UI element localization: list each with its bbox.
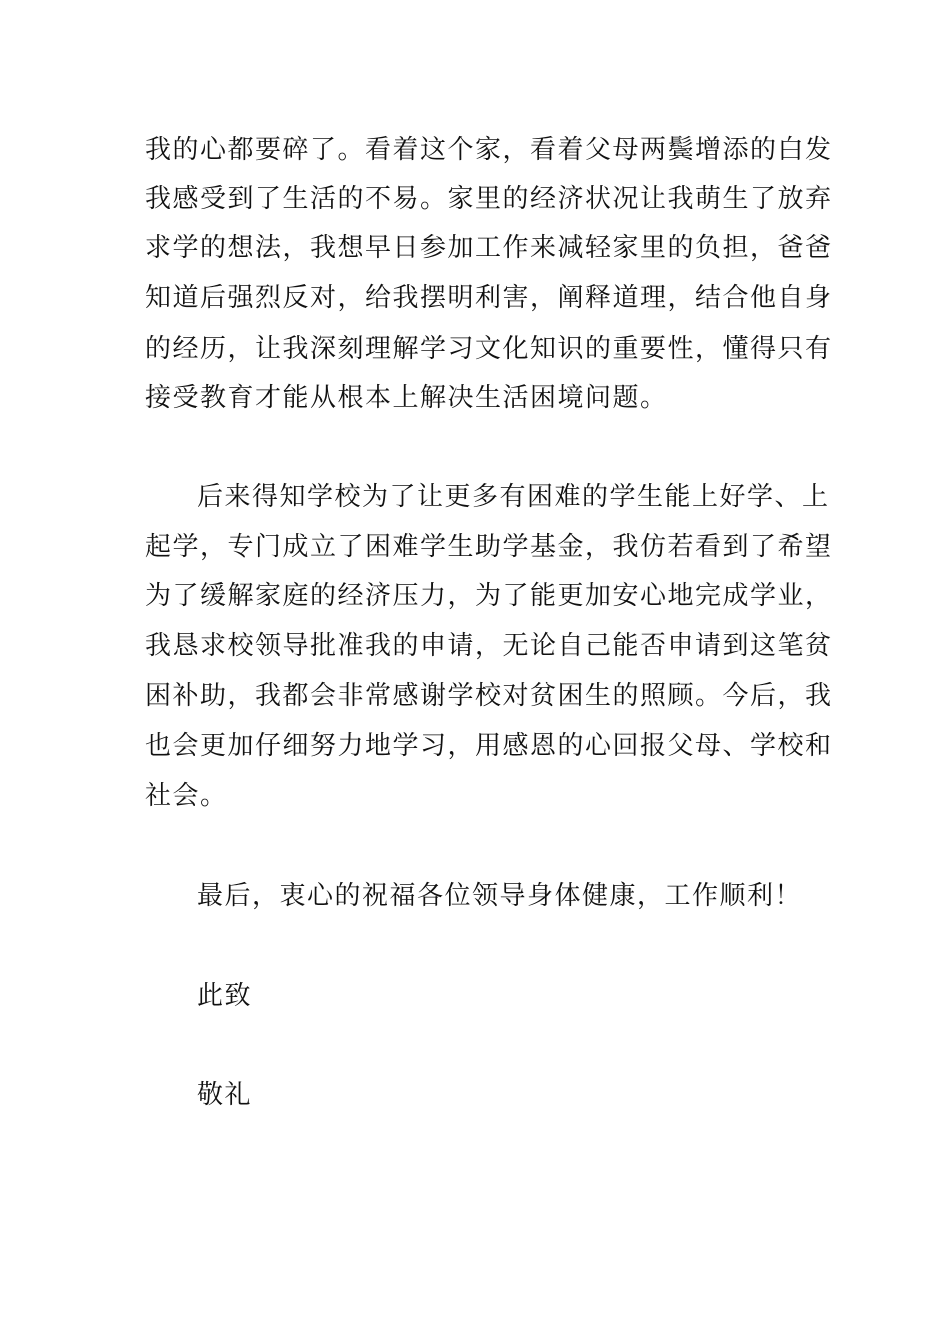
salutation-ci-zhi: 此致 bbox=[197, 981, 253, 1011]
paragraph-line: 也会更加仔细努力地学习，用感恩的心回报父母、学校和 bbox=[145, 731, 833, 761]
paragraph-line: 后来得知学校为了让更多有困难的学生能上好学、上 bbox=[197, 482, 830, 512]
paragraph-line: 困补助，我都会非常感谢学校对贫困生的照顾。今后，我 bbox=[145, 681, 833, 711]
paragraph-line: 我的心都要碎了。看着这个家，看着父母两鬓增添的白发 bbox=[145, 135, 833, 165]
paragraph-line: 的经历，让我深刻理解学习文化知识的重要性，懂得只有 bbox=[145, 334, 833, 364]
salutation-jing-li: 敬礼 bbox=[197, 1080, 253, 1110]
paragraph-line: 起学，专门成立了困难学生助学基金，我仿若看到了希望 bbox=[145, 532, 833, 562]
paragraph-line: 我恳求校领导批准我的申请，无论自己能否申请到这笔贫 bbox=[145, 631, 833, 661]
paragraph-line: 为了缓解家庭的经济压力，为了能更加安心地完成学业， bbox=[145, 581, 833, 611]
paragraph-line: 知道后强烈反对，给我摆明利害，阐释道理，结合他自身 bbox=[145, 283, 833, 313]
paragraph-line: 求学的想法，我想早日参加工作来减轻家里的负担，爸爸 bbox=[145, 233, 833, 263]
paragraph-line: 我感受到了生活的不易。家里的经济状况让我萌生了放弃 bbox=[145, 184, 833, 214]
paragraph-line: 社会。 bbox=[145, 781, 228, 811]
closing-wish: 最后，衷心的祝福各位领导身体健康，工作顺利！ bbox=[197, 881, 803, 911]
paragraph-line: 接受教育才能从根本上解决生活困境问题。 bbox=[145, 383, 668, 413]
